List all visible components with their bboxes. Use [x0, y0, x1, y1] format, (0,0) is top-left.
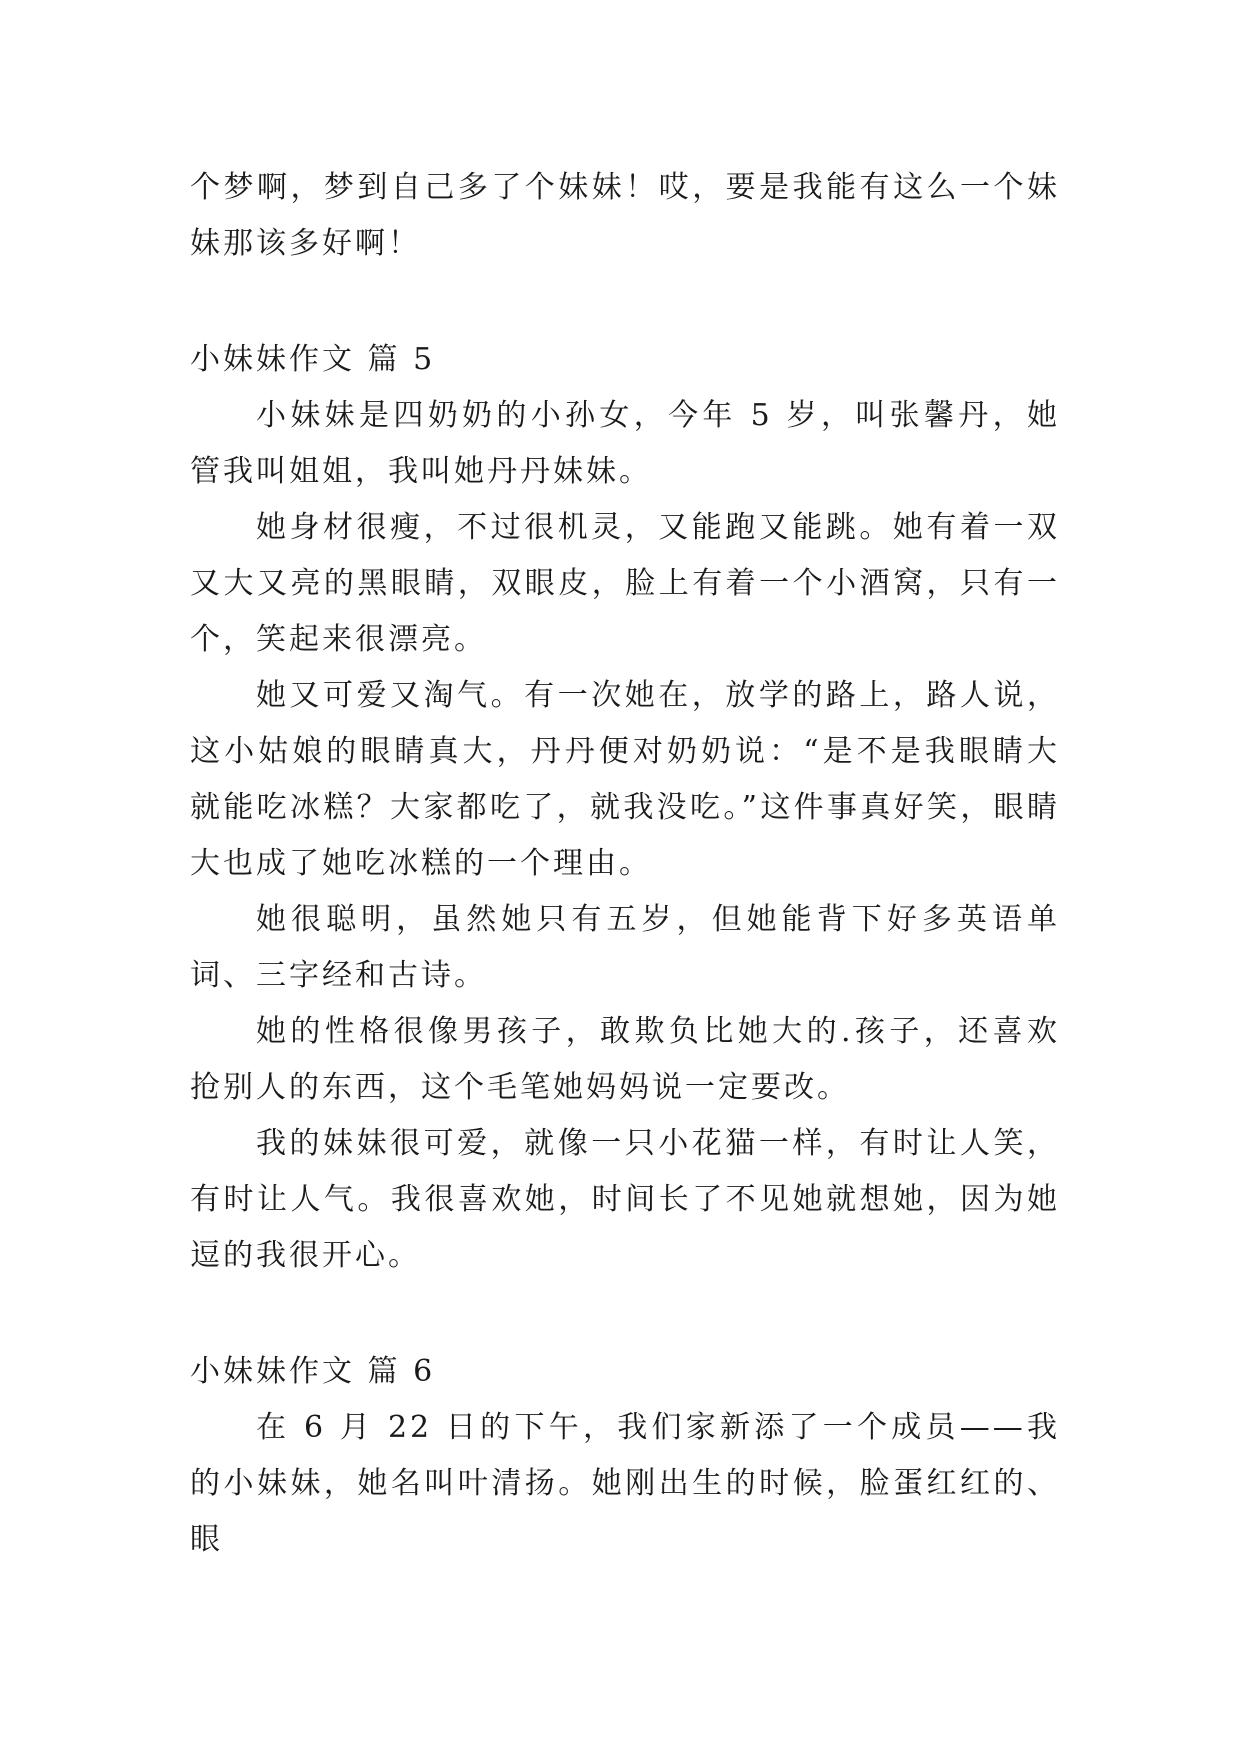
section-6-heading: 小妹妹作文 篇 6: [190, 1354, 436, 1389]
intro-paragraph: 个梦啊，梦到自己多了个妹妹！哎，要是我能有这么一个妹妹那该多好啊！: [190, 170, 1060, 261]
section-5-paragraph-2: 她身材很瘦，不过很机灵，又能跑又能跳。她有着一双又大又亮的黑眼睛，双眼皮，脸上有着一个小酒窝，只有一个，笑起来很漂亮。: [190, 510, 1060, 657]
section-spacer: [190, 1284, 1060, 1344]
document-body: [190, 160, 1060, 1568]
section-5-paragraph-3: 她又可爱又淘气。有一次她在，放学的路上，路人说，这小姑娘的眼睛真大，丹丹便对奶奶说：“是不是我眼睛大就能吃冰糕？大家都吃了，就我没吃。”这件事真好笑，眼睛大也成了她吃冰糕的一个理由。: [190, 678, 1060, 881]
section-5-paragraph-1: 小妹妹是四奶奶的小孙女，今年 5 岁，叫张馨丹，她管我叫姐姐，我叫她丹丹妹妹。: [190, 398, 1060, 489]
section-5-paragraph-6: 我的妹妹很可爱，就像一只小花猫一样，有时让人笑，有时让人气。我很喜欢她，时间长了不见她就想她，因为她逗的我很开心。: [190, 1126, 1060, 1273]
section-6-paragraph-1: 在 6 月 22 日的下午，我们家新添了一个成员——我的小妹妹，她名叫叶清扬。她刚出生的时候，脸蛋红红的、眼: [190, 1410, 1060, 1557]
section-5-paragraph-5: 她的性格很像男孩子，敢欺负比她大的.孩子，还喜欢抢别人的东西，这个毛笔她妈妈说一定要改。: [190, 1014, 1060, 1105]
section-5-heading: 小妹妹作文 篇 5: [190, 342, 436, 377]
section-5-paragraph-4: 她很聪明，虽然她只有五岁，但她能背下好多英语单词、三字经和古诗。: [190, 902, 1060, 993]
section-spacer: [190, 272, 1060, 332]
